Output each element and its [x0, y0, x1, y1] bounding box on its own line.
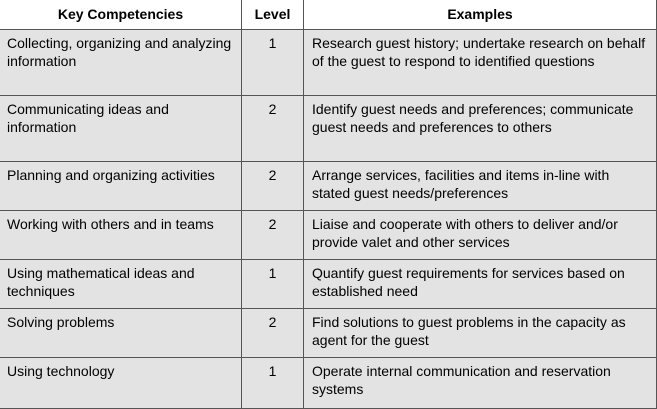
- competency-cell: Working with others and in teams: [0, 211, 242, 260]
- header-row: [0, 0, 657, 30]
- table-row: [0, 260, 657, 309]
- example-cell: Quantify guest requirements for services based on established need: [304, 260, 657, 309]
- example-cell: Identify guest needs and preferences; communicate guest needs and preferences to others: [304, 96, 657, 162]
- competency-cell: Using mathematical ideas and techniques: [0, 260, 242, 309]
- header-level: Level: [242, 0, 304, 30]
- competency-cell: Using technology: [0, 358, 242, 409]
- table-row: [0, 96, 657, 162]
- table-row: [0, 358, 657, 409]
- example-cell: Liaise and cooperate with others to deliver and/or provide valet and other services: [304, 211, 657, 260]
- level-cell: 2: [242, 96, 304, 162]
- level-cell: 2: [242, 309, 304, 358]
- table-row: [0, 309, 657, 358]
- header-key-competencies: Key Competencies: [0, 0, 242, 30]
- example-cell: Research guest history; undertake research on behalf of the guest to respond to identified questions: [304, 30, 657, 96]
- table-row: [0, 211, 657, 260]
- example-cell: Find solutions to guest problems in the capacity as agent for the guest: [304, 309, 657, 358]
- example-cell: Operate internal communication and reservation systems: [304, 358, 657, 409]
- level-cell: 1: [242, 30, 304, 96]
- table-row: [0, 162, 657, 211]
- header-examples: Examples: [304, 0, 657, 30]
- competency-cell: Solving problems: [0, 309, 242, 358]
- level-cell: 2: [242, 162, 304, 211]
- table-row: [0, 30, 657, 96]
- competency-cell: Planning and organizing activities: [0, 162, 242, 211]
- example-cell: Arrange services, facilities and items in-line with stated guest needs/preferences: [304, 162, 657, 211]
- level-cell: 2: [242, 211, 304, 260]
- competency-cell: Communicating ideas and information: [0, 96, 242, 162]
- level-cell: 1: [242, 358, 304, 409]
- competency-cell: Collecting, organizing and analyzing information: [0, 30, 242, 96]
- level-cell: 1: [242, 260, 304, 309]
